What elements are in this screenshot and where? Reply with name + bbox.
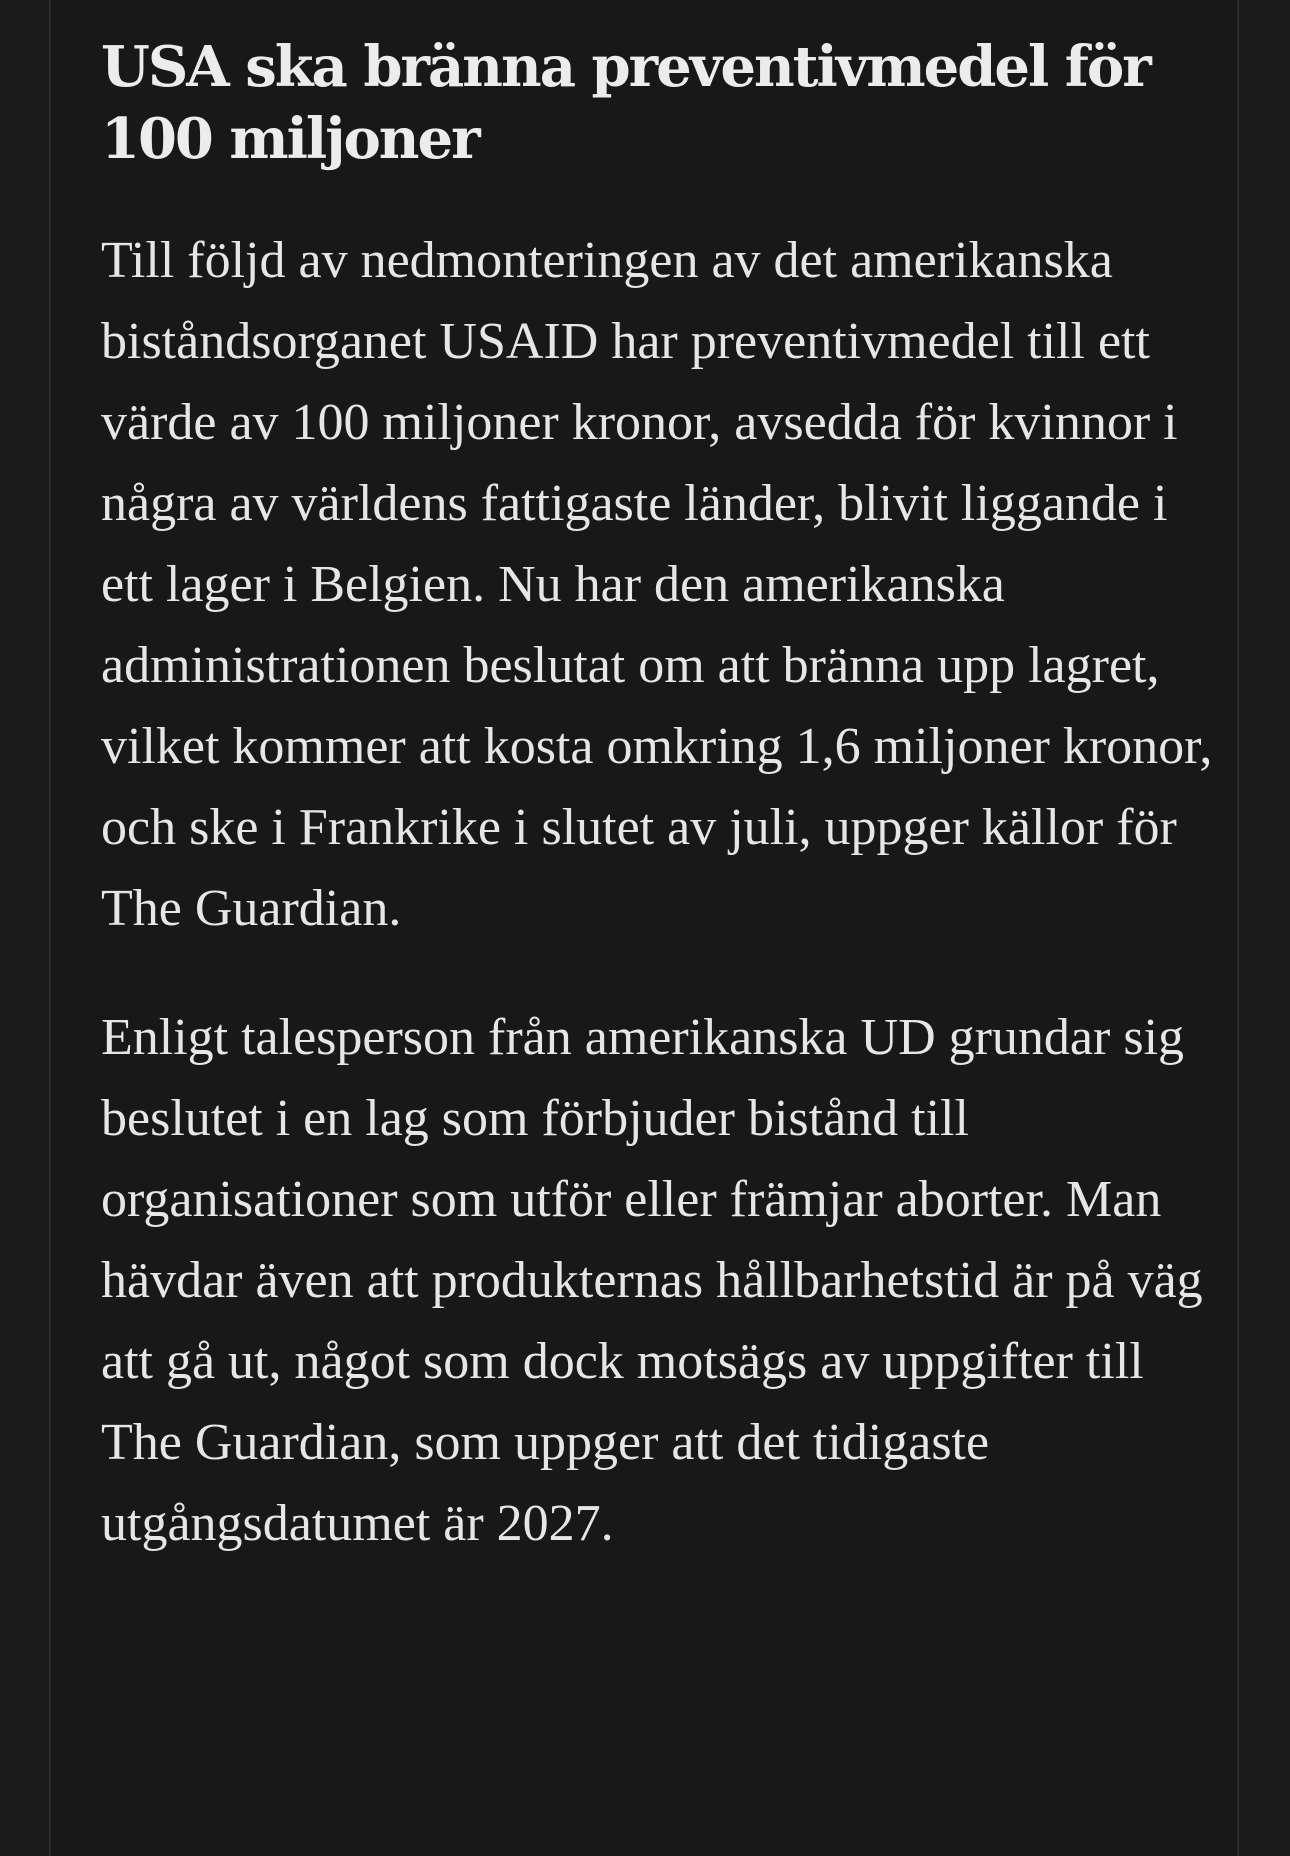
article-card xyxy=(49,0,1239,1856)
article-paragraph-1: Till följd av nedmonteringen av det amerikanska biståndsorganet USAID har preventivmedel till ett värde av 100 miljoner kronor, avsedda för kvinnor i några av världens fattigaste länder, blivit liggande i ett lager i Belgien. Nu har den amerikanska administrationen beslutat om att bränna upp lagret, vilket kommer att kosta omkring 1,6 miljoner kronor, och ske i Frankrike i slutet av juli, uppger källor för The Guardian. xyxy=(101,232,1213,937)
article-headline: USA ska bränna preventivmedel för 100 miljoner xyxy=(101,34,1150,172)
article-content xyxy=(101,0,1231,1564)
article-paragraph-2: Enligt talesperson från amerikanska UD grundar sig beslutet i en lag som förbjuder bistånd till organisationer som utför eller främjar aborter. Man hävdar även att produkternas hållbarhetstid är på väg att gå ut, något som dock motsägs av uppgifter till The Guardian, som uppger att det tidigaste utgångsdatumet är 2027. xyxy=(101,1009,1203,1552)
